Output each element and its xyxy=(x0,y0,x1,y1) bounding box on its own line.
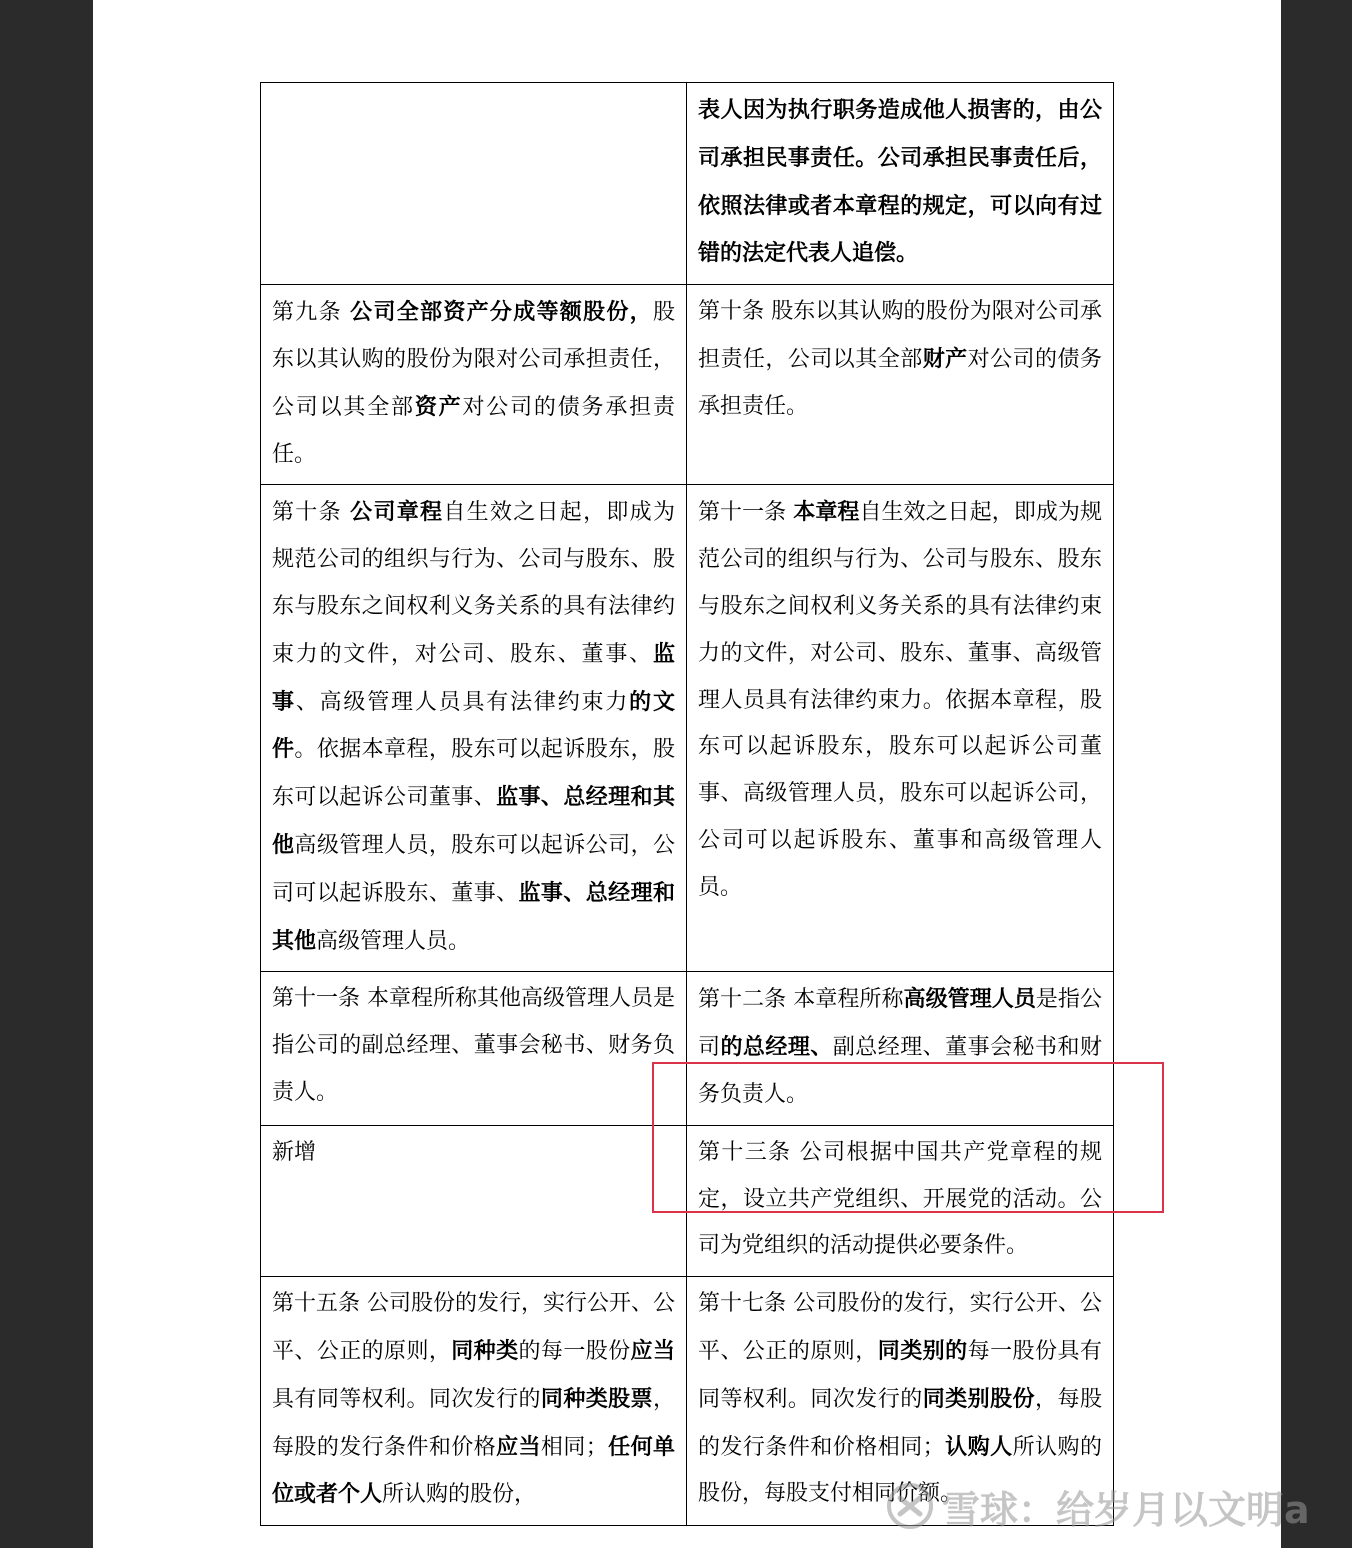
bold-text-run: 本章程 xyxy=(793,499,860,526)
bold-text-run: 同类别股份 xyxy=(922,1385,1036,1412)
original-clause-cell xyxy=(261,1277,687,1526)
revised-clause-cell xyxy=(687,285,1114,485)
bold-text-run: 任何单位或者个人 xyxy=(272,1433,675,1508)
bold-text-run: 的总经理、 xyxy=(720,1034,833,1061)
text-run: 所认购的股份，每股支付相同价额。 xyxy=(698,1434,1102,1507)
text-run: 的每一股份 xyxy=(518,1338,631,1364)
text-run: 对公司的债务承担责任。 xyxy=(698,346,1102,419)
table-row xyxy=(261,83,1114,285)
bold-text-run: 资产 xyxy=(414,393,463,420)
text-run: 高级管理人员。 xyxy=(316,928,471,954)
bold-text-run: 表人因为执行职务造成他人损害的，由公司承担民事责任。公司承担民事责任后，依照法律或者本章程的规定，可以向有过错的法定代表人追偿。 xyxy=(698,97,1102,267)
text-run: 第十条 股东以其认购的股份为限对公司承担责任，公司以其全部 xyxy=(698,299,1102,372)
text-run: 第十三条 公司根据中国共产党章程的规定，设立共产党组织、开展党的活动。公司为党组织的活动提供必要条件。 xyxy=(698,1139,1102,1259)
revised-clause-cell xyxy=(687,83,1114,285)
text-run: ，每股的发行条件和价格相同； xyxy=(698,1386,1102,1460)
text-run: 第十一条 xyxy=(698,500,794,526)
bold-text-run: 同种类 xyxy=(451,1337,519,1364)
text-run: 副总经理、董事会秘书和财务负责人。 xyxy=(698,1035,1102,1107)
text-run: 每一股份具有同等权利。同次发行的 xyxy=(698,1338,1102,1412)
text-run: ，每股的发行条件和价格 xyxy=(272,1386,675,1460)
bold-text-run: 监事、总经理和其他 xyxy=(272,879,675,954)
red-highlight-box xyxy=(652,1062,1164,1213)
bold-text-run: 监事、总经理和其他 xyxy=(272,784,675,858)
bold-text-run: 财产 xyxy=(922,345,968,372)
table-row xyxy=(261,485,1114,972)
bold-text-run: 同类别的 xyxy=(877,1337,968,1364)
original-clause-cell xyxy=(261,285,687,485)
text-run: 第九条 xyxy=(272,300,351,326)
text-run: 新增 xyxy=(272,1139,317,1165)
snowball-logo-icon xyxy=(886,1482,934,1530)
text-run: 股东以其认购的股份为限对公司承担责任，公司以其全部 xyxy=(272,300,675,420)
table-row xyxy=(261,285,1114,485)
bold-text-run: 应当 xyxy=(630,1337,675,1364)
text-run: 具有同等权利。同次发行的 xyxy=(272,1386,541,1412)
watermark-text: 雪球：给岁月以文明a xyxy=(942,1487,1310,1532)
text-run: 是指公司 xyxy=(698,987,1102,1061)
bold-text-run: 同种类股票 xyxy=(540,1385,653,1412)
bold-text-run: 认购人 xyxy=(944,1433,1013,1460)
comparison-table xyxy=(260,82,1114,1526)
text-run: 相同； xyxy=(540,1434,608,1460)
text-run: 自生效之日起，即成为规范公司的组织与行为、公司与股东、股东与股东之间权利义务关系的具有法律约束力的文件，对公司、股东、董事、高级管理人员具有法律约束力。依据本章程，股东可以起诉股东，股东可以起诉公司董事、高级管理人员，股东可以起诉公司，公司可以起诉股东、董事和高级管理人员。 xyxy=(698,500,1102,900)
bold-text-run: 公司章程 xyxy=(350,499,444,526)
original-clause-cell xyxy=(261,83,687,285)
text-run: 第十五条 公司股份的发行，实行公开、公平、公正的原则， xyxy=(272,1291,675,1364)
watermark xyxy=(886,1478,1310,1534)
text-run: 第十一条 本章程所称其他高级管理人员是指公司的副总经理、董事会秘书、财务负责人。 xyxy=(272,986,675,1105)
original-clause-cell xyxy=(261,485,687,972)
bold-text-run: 监事 xyxy=(272,640,675,715)
original-clause-cell xyxy=(261,1125,687,1276)
text-run: 高级管理人员，股东可以起诉公司，公司可以起诉股东、董事、 xyxy=(272,832,675,906)
text-run: 自生效之日起，即成为规范公司的组织与行为、公司与股东、股东与股东之间权利义务关系的具有法律约束力的文件，对公司、股东、董事、 xyxy=(272,500,675,667)
text-run: 第十条 xyxy=(272,500,351,526)
original-clause-cell xyxy=(261,972,687,1125)
text-run: 所认购的股份， xyxy=(382,1482,537,1508)
bold-text-run: 高级管理人员 xyxy=(903,986,1036,1013)
text-run: 、高级管理人员具有法律约束力 xyxy=(295,689,630,715)
bold-text-run: 应当 xyxy=(496,1433,541,1460)
text-run: 第十七条 公司股份的发行，实行公开、公平、公正的原则， xyxy=(698,1291,1102,1364)
bold-text-run: 的文件 xyxy=(272,688,675,763)
text-run: 对公司的债务承担责任。 xyxy=(272,394,675,467)
text-run: 第十二条 本章程所称 xyxy=(698,987,904,1013)
text-run: 。依据本章程，股东可以起诉股东，股东可以起诉公司董事、 xyxy=(272,737,675,811)
revised-clause-cell xyxy=(687,485,1114,972)
bold-text-run: 公司全部资产分成等额股份， xyxy=(350,299,653,326)
